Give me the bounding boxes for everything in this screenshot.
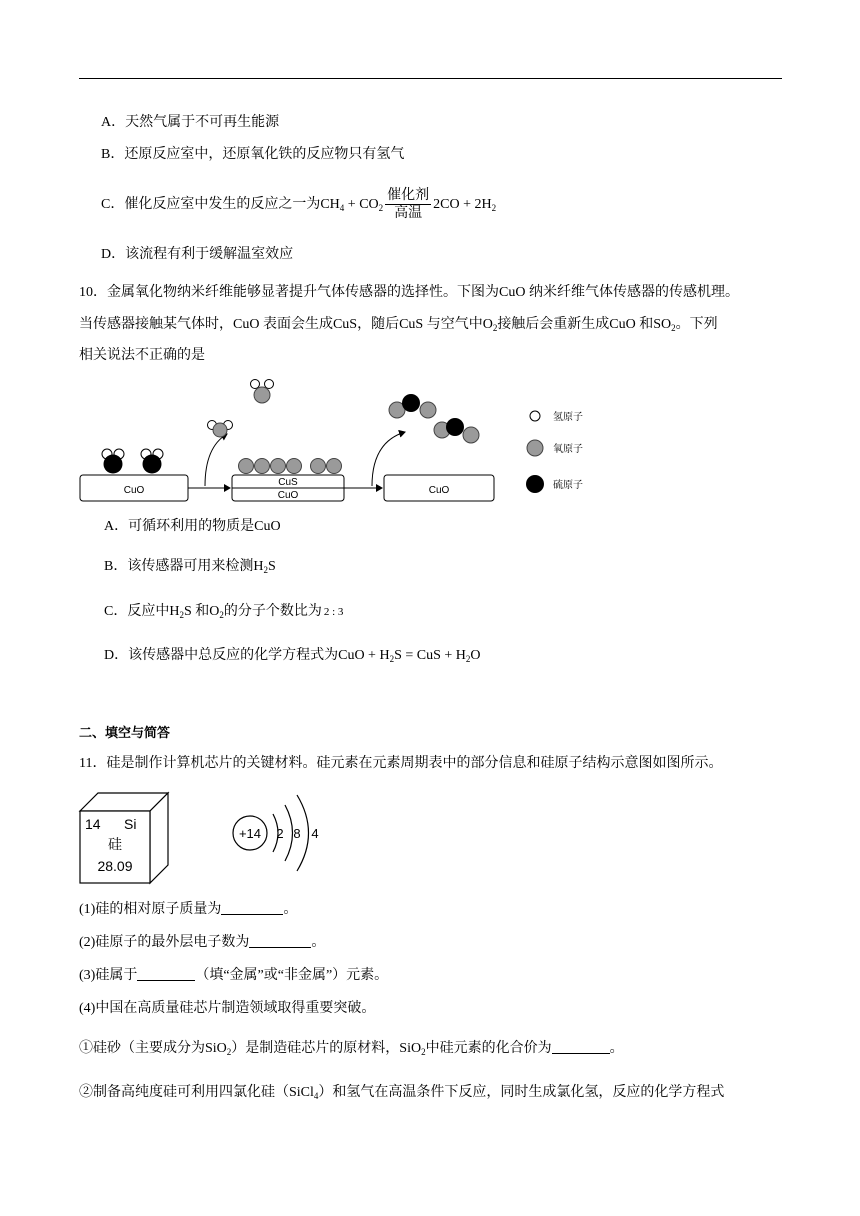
legend-oxygen-icon	[527, 440, 543, 456]
legend-oxygen-label: 氧原子	[553, 444, 583, 455]
q11-part-4-1	[79, 1039, 624, 1059]
q10-d-sub1: 2	[389, 654, 395, 664]
q10-c-ratio: 2 : 3	[323, 606, 344, 618]
answer-blank[interactable]	[249, 933, 311, 948]
q10-b-suffix: S	[267, 559, 276, 574]
nucleus-charge: +14	[238, 826, 262, 841]
q11-part-3	[79, 966, 388, 986]
q10-d-sub2: 2	[465, 654, 471, 664]
shell-2-electrons: 8	[293, 826, 301, 841]
q11-stem: 11．硅是制作计算机芯片的关键材料。硅元素在元素周期表中的部分信息和硅原子结构示意图如图所示。	[79, 756, 723, 771]
q10-stem2-c: 。下列	[675, 317, 718, 332]
release-arrow-1	[205, 434, 227, 486]
q11-p5-a: ①硅砂（主要成分为SiO	[79, 1041, 227, 1056]
q10-c-sub1: 2	[179, 610, 184, 620]
answer-blank[interactable]	[221, 900, 283, 915]
h2o-molecule	[251, 380, 274, 404]
q11-p5-c: 中硅元素的化合价为	[425, 1041, 552, 1056]
q11-p1-text: (1)硅的相对原子质量为	[79, 902, 222, 917]
q10-option-a: A．可循环利用的物质是CuO	[104, 519, 281, 534]
q9-option-b: B．还原反应室中，还原氧化铁的反应物只有氢气	[101, 147, 405, 162]
q10-stem2-a: 当传感器接触某气体时，CuO 表面会生成CuS，随后CuS 与空气中O	[79, 317, 493, 332]
q10-stem-line2	[79, 315, 718, 335]
q10-option-b	[104, 557, 276, 577]
so2-molecule	[389, 394, 436, 418]
q10-stem2-b: 接触后会重新生成CuO 和SO	[497, 317, 672, 332]
h2s-molecule	[141, 449, 163, 474]
cuo-box-1-label: CuO	[123, 485, 145, 496]
atomic-mass: 28.09	[97, 858, 133, 874]
period: 。	[609, 1041, 624, 1056]
header-rule	[79, 78, 782, 79]
atomic-number: 14	[85, 816, 101, 832]
q11-part-4: (4)中国在高质量硅芯片制造领域取得重要突破。	[79, 1001, 376, 1016]
reaction-condition	[385, 187, 431, 222]
q11-part-4-2	[79, 1083, 724, 1103]
q11-part-1	[79, 900, 297, 920]
cuo-layer-label: CuO	[277, 490, 299, 501]
q11-p5-b: ）是制造硅芯片的原材料，SiO	[231, 1041, 422, 1056]
element-name: 硅	[108, 836, 122, 852]
q11-p2-text: (2)硅原子的最外层电子数为	[79, 935, 250, 950]
q10-option-c	[104, 602, 343, 622]
surface-atoms	[239, 459, 342, 474]
q10-stem-line1: 10．金属氧化物纳米纤维能够显著提升气体传感器的选择性。下图为CuO 纳米纤维气体传感器的传感机理。	[79, 285, 739, 300]
q10-d-mid: S = CuS + H	[394, 648, 466, 663]
silicon-atom-structure	[228, 790, 328, 876]
q10-c-sub2: 2	[219, 610, 224, 620]
q10-d-prefix: D．该传感器中总反应的化学方程式为CuO + H	[104, 648, 390, 663]
q10-d-suffix: O	[470, 648, 481, 663]
section-heading: 二、填空与简答	[79, 726, 171, 741]
cus-layer-label: CuS	[278, 477, 298, 488]
legend-hydrogen-label: 氢原子	[553, 412, 583, 423]
q10-c-mid: S 和O	[183, 604, 220, 619]
q11-p6-sub: 4	[313, 1091, 319, 1101]
h2o-molecule	[208, 421, 233, 438]
q11-p3-hint: （填“金属”或“非金属”）元素。	[195, 968, 389, 983]
q9-c-product: 2CO + 2H	[433, 197, 492, 212]
period: 。	[283, 902, 298, 917]
h2s-molecule	[102, 449, 124, 474]
cuo-box-3-label: CuO	[428, 485, 450, 496]
q11-p5-sub1: 2	[226, 1047, 232, 1057]
q9-c-sub2: 2	[378, 203, 384, 213]
sensor-mechanism-figure	[75, 372, 615, 507]
legend-sulfur-icon	[526, 475, 544, 493]
q9-c-sub3: 2	[491, 203, 497, 213]
q9-option-c	[101, 183, 496, 227]
q11-part-2	[79, 933, 325, 953]
q11-p5-sub2: 2	[421, 1047, 426, 1057]
catalyst-label: 催化剂	[387, 188, 430, 204]
answer-blank[interactable]	[137, 966, 195, 981]
q10-c-suffix: 的分子个数比为	[223, 604, 322, 619]
legend-sulfur-label: 硫原子	[553, 480, 583, 491]
electron-shell-2	[285, 805, 293, 861]
legend	[526, 410, 583, 493]
q11-p3-text: (3)硅属于	[79, 968, 138, 983]
shell-3-electrons: 4	[311, 826, 319, 841]
so2-molecule	[434, 418, 479, 443]
period: 。	[311, 935, 326, 950]
element-symbol: Si	[124, 816, 137, 832]
q11-p6-a: ②制备高纯度硅可利用四氯化硅（SiCl	[79, 1085, 314, 1100]
q9-option-d: D．该流程有利于缓解温室效应	[101, 247, 294, 262]
q10-b-prefix: B．该传感器可用来检测H	[104, 559, 264, 574]
q11-p6-b: ）和氢气在高温条件下反应，同时生成氯化氢，反应的化学方程式	[318, 1085, 725, 1100]
q10-stem2-sub1: 2	[492, 323, 498, 333]
shell-1-electrons: 2	[276, 826, 284, 841]
q10-stem-line3: 相关说法不正确的是	[79, 348, 205, 363]
q9-c-mid: + CO	[344, 197, 379, 212]
answer-blank[interactable]	[552, 1039, 610, 1054]
legend-hydrogen-icon	[530, 411, 540, 421]
q10-option-d	[104, 646, 481, 666]
silicon-element-card	[78, 791, 174, 887]
q9-option-a: A．天然气属于不可再生能源	[101, 115, 280, 130]
condition-label: 高温	[394, 206, 423, 222]
q9-c-sub1: 4	[339, 203, 345, 213]
q9-c-prefix: C．催化反应室中发生的反应之一为CH	[101, 197, 340, 212]
q10-c-prefix: C．反应中H	[104, 604, 180, 619]
q10-b-sub: 2	[263, 565, 268, 575]
q10-stem2-sub2: 2	[671, 323, 676, 333]
